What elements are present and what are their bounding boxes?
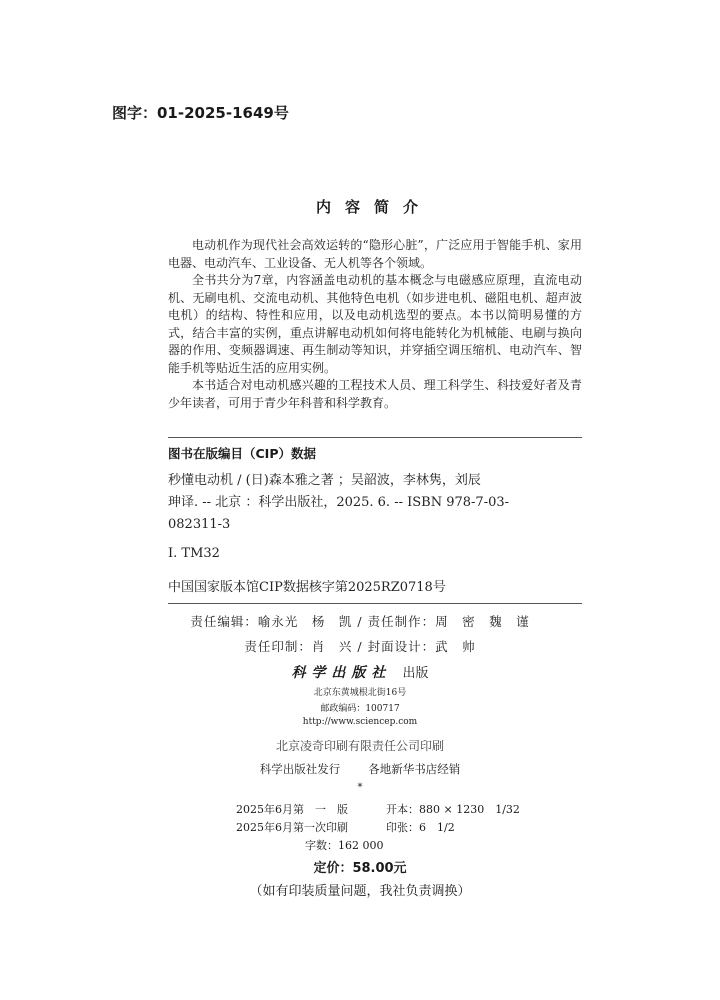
permit-number: 图字：01-2025-1649号 (112, 104, 289, 122)
cip-record-line-1: 秒懂电动机 / (日)森本雅之著 ；吴韶波，李林隽，刘辰 (168, 473, 481, 488)
separator-star: * (357, 782, 363, 793)
edition-info: 2025年6月第 一 版 (236, 803, 348, 816)
summary-paragraph-3: 本书适合对电动机感兴趣的工程技术人员、理工科学生、科技爱好者及青少年读者，可用于青少年科普和科学教育。 (168, 378, 582, 410)
format-info: 开本：880 × 1230 1/32 (386, 803, 520, 816)
cip-record (168, 470, 582, 536)
printing-info: 2025年6月第一次印刷 (236, 821, 348, 834)
summary-title: 内容简介 (315, 198, 432, 216)
cip-record-line-2: 珅译. -- 北京 ：科学出版社，2025. 6. -- ISBN 978-7-03- (168, 495, 510, 510)
divider-bottom (168, 603, 582, 604)
cip-data-number: 中国国家版本馆CIP数据核字第2025RZ0718号 (168, 580, 446, 595)
distributor: 各地新华书店经销 (368, 762, 461, 776)
publisher-logo-line (0, 662, 720, 682)
quality-notice: （如有印装质量问题，我社负责调换） (249, 884, 471, 899)
cip-classification: Ⅰ. TM32 (168, 546, 220, 561)
summary-paragraph-1: 电动机作为现代社会高效运转的“隐形心脏”，广泛应用于智能手机、家用电器、电动汽车、工业设备、无人机等各个领域。 (168, 238, 582, 270)
summary-body (168, 237, 582, 412)
word-count: 字数：162 000 (305, 839, 384, 852)
price: 定价：58.00元 (313, 861, 407, 876)
publisher-address: 北京东黄城根北街16号 (313, 688, 407, 698)
publisher-url: http://www.sciencep.com (302, 717, 418, 727)
publish-word: 出版 (402, 666, 429, 681)
divider-top (168, 437, 582, 438)
publisher-postcode: 邮政编码：100717 (320, 704, 400, 714)
sheets-info: 印张：6 1/2 (386, 821, 455, 834)
distribution-line (0, 761, 720, 777)
cip-record-line-3: 082311-3 (168, 517, 231, 532)
publisher-logo: 科学出版社 (291, 665, 392, 681)
production-credits: 责任印制：肖 兴 / 封面设计：武 帅 (244, 639, 476, 654)
printer: 北京凌奇印刷有限责任公司印刷 (275, 739, 444, 753)
editor-credits: 责任编辑：喻永光 杨 凯 / 责任制作：周 密 魏 谨 (190, 614, 530, 629)
issuer: 科学出版社发行 (259, 762, 341, 776)
cip-heading: 图书在版编目（CIP）数据 (168, 446, 316, 461)
summary-paragraph-2: 全书共分为7章，内容涵盖电动机的基本概念与电磁感应原理，直流电动机、无刷电机、交流电动机、其他特色电机（如步进电机、磁阻电机、超声波电机）的结构、特性和应用，以及电动机选型的要点。本书以简明易懂的方式，结合丰富的实例，重点讲解电动机如何将电能转化为机械能、电刷与换向器的作用、变频器调速、再生制动等知识，并穿插空调压缩机、电动汽车、智能手机等贴近生活的应用实例。 (168, 273, 582, 375)
